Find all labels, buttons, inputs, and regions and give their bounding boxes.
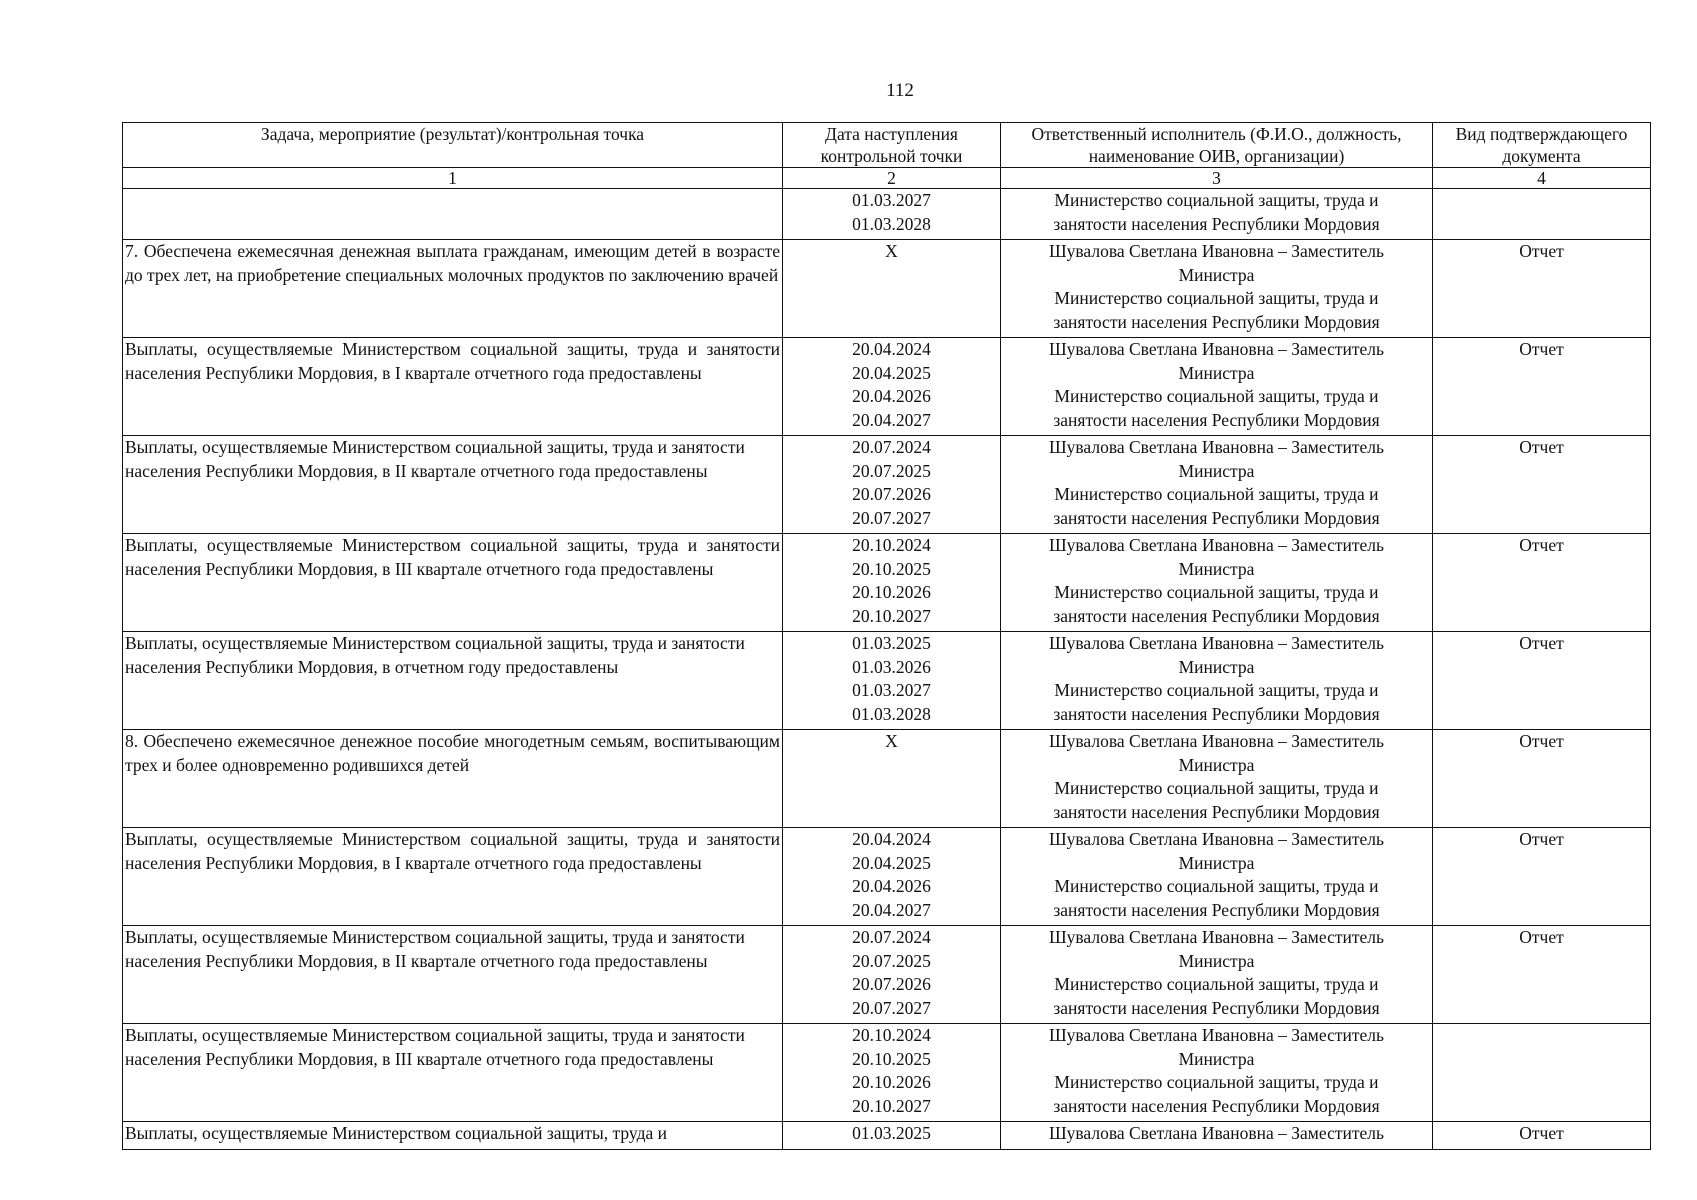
doc-type-cell: Отчет xyxy=(1433,534,1651,632)
doc-type-cell: Отчет xyxy=(1433,436,1651,534)
column-number: 2 xyxy=(783,168,1001,189)
header-line: Задача, мероприятие (результат)/контрольная точка xyxy=(260,124,645,144)
control-date: 20.07.2024 xyxy=(852,437,931,457)
responsible-line: Министра xyxy=(1178,656,1255,677)
responsible-line: Шувалова Светлана Ивановна – Заместитель xyxy=(1048,1025,1384,1045)
control-date: 20.07.2026 xyxy=(852,974,931,994)
table-row xyxy=(123,730,1651,828)
responsible-line: Министра xyxy=(1178,1048,1255,1069)
header-line: Ответственный исполнитель (Ф.И.О., должность, xyxy=(1031,124,1402,144)
control-date: 20.10.2027 xyxy=(852,605,931,626)
responsible-cell xyxy=(1001,632,1433,730)
responsible-line: Министерство социальной защиты, труда и xyxy=(1054,876,1379,896)
control-date: 20.04.2026 xyxy=(852,876,931,896)
responsible-line: Министерство социальной защиты, труда и xyxy=(1054,680,1379,700)
responsible-line: Шувалова Светлана Ивановна – Заместитель xyxy=(1048,339,1384,359)
header-date xyxy=(783,123,1001,168)
column-number: 4 xyxy=(1433,168,1651,189)
responsible-line: Шувалова Светлана Ивановна – Заместитель xyxy=(1048,633,1384,653)
responsible-line: Министерство социальной защиты, труда и xyxy=(1054,582,1379,602)
responsible-line: Шувалова Светлана Ивановна – Заместитель xyxy=(1048,535,1384,555)
column-number: 3 xyxy=(1001,168,1433,189)
control-date: 01.03.2028 xyxy=(852,703,931,724)
responsible-line: Министерство социальной защиты, труда и xyxy=(1054,288,1379,308)
responsible-line: Министра xyxy=(1178,558,1255,579)
task-cell: Выплаты, осуществляемые Министерством социальной защиты, труда и занятости населения Республики Мордовия, в II квартале отчетного года предоставлены xyxy=(123,436,783,534)
header-line: Дата наступления xyxy=(825,124,958,144)
control-date: 01.03.2026 xyxy=(852,656,931,677)
date-cell xyxy=(783,632,1001,730)
responsible-cell xyxy=(1001,338,1433,436)
responsible-line: занятости населения Республики Мордовия xyxy=(1053,213,1380,234)
table-row xyxy=(123,1024,1651,1122)
responsible-line: занятости населения Республики Мордовия xyxy=(1053,605,1380,626)
task-cell: Выплаты, осуществляемые Министерством социальной защиты, труда и занятости населения Республики Мордовия, в I квартале отчетного года предоставлены xyxy=(123,338,783,436)
responsible-line: занятости населения Республики Мордовия xyxy=(1053,507,1380,528)
date-cell xyxy=(783,240,1001,338)
responsible-line: Министерство социальной защиты, труда и xyxy=(1054,190,1379,210)
control-date: 20.04.2027 xyxy=(852,899,931,920)
task-cell: Выплаты, осуществляемые Министерством социальной защиты, труда и занятости населения Республики Мордовия, в I квартале отчетного года предоставлены xyxy=(123,828,783,926)
doc-type-cell xyxy=(1433,1024,1651,1122)
responsible-line: Министра xyxy=(1178,460,1255,481)
date-cell xyxy=(783,1024,1001,1122)
doc-type-cell: Отчет xyxy=(1433,730,1651,828)
control-date: 01.03.2025 xyxy=(852,1123,931,1143)
responsible-cell xyxy=(1001,1122,1433,1150)
date-cell xyxy=(783,926,1001,1024)
table-row xyxy=(123,240,1651,338)
responsible-line: занятости населения Республики Мордовия xyxy=(1053,1095,1380,1116)
column-number-row xyxy=(123,168,1651,189)
control-date: 20.10.2024 xyxy=(852,535,931,555)
responsible-line: Министра xyxy=(1178,362,1255,383)
table-header-row xyxy=(123,123,1651,168)
responsible-line: Министерство социальной защиты, труда и xyxy=(1054,484,1379,504)
control-date: 20.04.2025 xyxy=(852,852,931,873)
doc-type-cell: Отчет xyxy=(1433,1122,1651,1150)
doc-type-cell: Отчет xyxy=(1433,632,1651,730)
date-cell xyxy=(783,730,1001,828)
responsible-line: Шувалова Светлана Ивановна – Заместитель xyxy=(1048,241,1384,261)
responsible-line: Шувалова Светлана Ивановна – Заместитель xyxy=(1048,927,1384,947)
responsible-line: Министра xyxy=(1178,264,1255,285)
responsible-line: занятости населения Республики Мордовия xyxy=(1053,899,1380,920)
control-date: 20.10.2025 xyxy=(852,558,931,579)
header-line: документа xyxy=(1502,146,1581,166)
responsible-line: Шувалова Светлана Ивановна – Заместитель xyxy=(1048,731,1384,751)
responsible-cell xyxy=(1001,730,1433,828)
task-cell: Выплаты, осуществляемые Министерством социальной защиты, труда и xyxy=(123,1122,783,1150)
control-date: 01.03.2028 xyxy=(852,213,931,234)
date-cell xyxy=(783,828,1001,926)
responsible-line: занятости населения Республики Мордовия xyxy=(1053,311,1380,332)
responsible-line: занятости населения Республики Мордовия xyxy=(1053,703,1380,724)
control-date: 20.10.2026 xyxy=(852,1072,931,1092)
control-date: 20.04.2024 xyxy=(852,829,931,849)
task-cell: Выплаты, осуществляемые Министерством социальной защиты, труда и занятости населения Республики Мордовия, в III квартале отчетного года предоставлены xyxy=(123,1024,783,1122)
control-date: 01.03.2027 xyxy=(852,680,931,700)
control-date: 20.10.2024 xyxy=(852,1025,931,1045)
date-cell xyxy=(783,1122,1001,1150)
table-row xyxy=(123,534,1651,632)
control-date: 20.07.2024 xyxy=(852,927,931,947)
control-date: 20.10.2026 xyxy=(852,582,931,602)
responsible-line: занятости населения Республики Мордовия xyxy=(1053,409,1380,430)
table-row xyxy=(123,338,1651,436)
header-line: Вид подтверждающего xyxy=(1455,124,1628,144)
responsible-line: Шувалова Светлана Ивановна – Заместитель xyxy=(1048,437,1384,457)
responsible-line: Министерство социальной защиты, труда и xyxy=(1054,386,1379,406)
responsible-line: Министра xyxy=(1178,852,1255,873)
responsible-cell xyxy=(1001,240,1433,338)
responsible-line: Министерство социальной защиты, труда и xyxy=(1054,778,1379,798)
control-date: 20.07.2025 xyxy=(852,950,931,971)
responsible-line: Шувалова Светлана Ивановна – Заместитель xyxy=(1048,829,1384,849)
header-task xyxy=(123,123,783,168)
doc-type-cell: Отчет xyxy=(1433,926,1651,1024)
control-date: 20.10.2025 xyxy=(852,1048,931,1069)
task-cell: 8. Обеспечено ежемесячное денежное пособие многодетным семьям, воспитывающим трех и более одновременно родившихся детей xyxy=(123,730,783,828)
control-date: X xyxy=(885,731,898,751)
table-row xyxy=(123,1122,1651,1150)
responsible-cell xyxy=(1001,926,1433,1024)
control-date: X xyxy=(885,241,898,261)
responsible-line: Министра xyxy=(1178,950,1255,971)
task-cell: Выплаты, осуществляемые Министерством социальной защиты, труда и занятости населения Республики Мордовия, в отчетном году предоставлены xyxy=(123,632,783,730)
table-row xyxy=(123,189,1651,240)
doc-type-cell: Отчет xyxy=(1433,338,1651,436)
control-date: 20.10.2027 xyxy=(852,1095,931,1116)
table-row xyxy=(123,828,1651,926)
doc-type-cell xyxy=(1433,189,1651,240)
control-date: 01.03.2025 xyxy=(852,633,931,653)
control-date: 20.04.2026 xyxy=(852,386,931,406)
responsible-cell xyxy=(1001,1024,1433,1122)
header-doc-type xyxy=(1433,123,1651,168)
table-row xyxy=(123,436,1651,534)
responsible-cell xyxy=(1001,828,1433,926)
date-cell xyxy=(783,436,1001,534)
date-cell xyxy=(783,189,1001,240)
responsible-line: Шувалова Светлана Ивановна – Заместитель xyxy=(1048,1123,1384,1143)
responsible-line: занятости населения Республики Мордовия xyxy=(1053,997,1380,1018)
task-cell: 7. Обеспечена ежемесячная денежная выплата гражданам, имеющим детей в возрасте до трех лет, на приобретение специальных молочных продуктов по заключению врачей xyxy=(123,240,783,338)
responsible-cell xyxy=(1001,189,1433,240)
header-line: наименование ОИВ, организации) xyxy=(1088,146,1345,166)
date-cell xyxy=(783,338,1001,436)
control-date: 01.03.2027 xyxy=(852,190,931,210)
task-cell xyxy=(123,189,783,240)
responsible-line: Министра xyxy=(1178,754,1255,775)
responsible-cell xyxy=(1001,436,1433,534)
control-date: 20.04.2027 xyxy=(852,409,931,430)
control-date: 20.04.2024 xyxy=(852,339,931,359)
table-row xyxy=(123,632,1651,730)
control-date: 20.07.2027 xyxy=(852,997,931,1018)
table-body xyxy=(123,189,1651,1150)
responsible-line: Министерство социальной защиты, труда и xyxy=(1054,974,1379,994)
responsible-cell xyxy=(1001,534,1433,632)
task-cell: Выплаты, осуществляемые Министерством социальной защиты, труда и занятости населения Республики Мордовия, в II квартале отчетного года предоставлены xyxy=(123,926,783,1024)
page-number: 112 xyxy=(886,80,914,101)
doc-type-cell: Отчет xyxy=(1433,828,1651,926)
control-date: 20.07.2025 xyxy=(852,460,931,481)
header-responsible xyxy=(1001,123,1433,168)
table-row xyxy=(123,926,1651,1024)
responsible-line: Министерство социальной защиты, труда и xyxy=(1054,1072,1379,1092)
responsible-line: занятости населения Республики Мордовия xyxy=(1053,801,1380,822)
column-number: 1 xyxy=(123,168,783,189)
control-date: 20.04.2025 xyxy=(852,362,931,383)
control-date: 20.07.2027 xyxy=(852,507,931,528)
control-date: 20.07.2026 xyxy=(852,484,931,504)
task-cell: Выплаты, осуществляемые Министерством социальной защиты, труда и занятости населения Республики Мордовия, в III квартале отчетного года предоставлены xyxy=(123,534,783,632)
header-line: контрольной точки xyxy=(820,146,963,166)
control-points-table xyxy=(122,122,1651,1150)
date-cell xyxy=(783,534,1001,632)
doc-type-cell: Отчет xyxy=(1433,240,1651,338)
